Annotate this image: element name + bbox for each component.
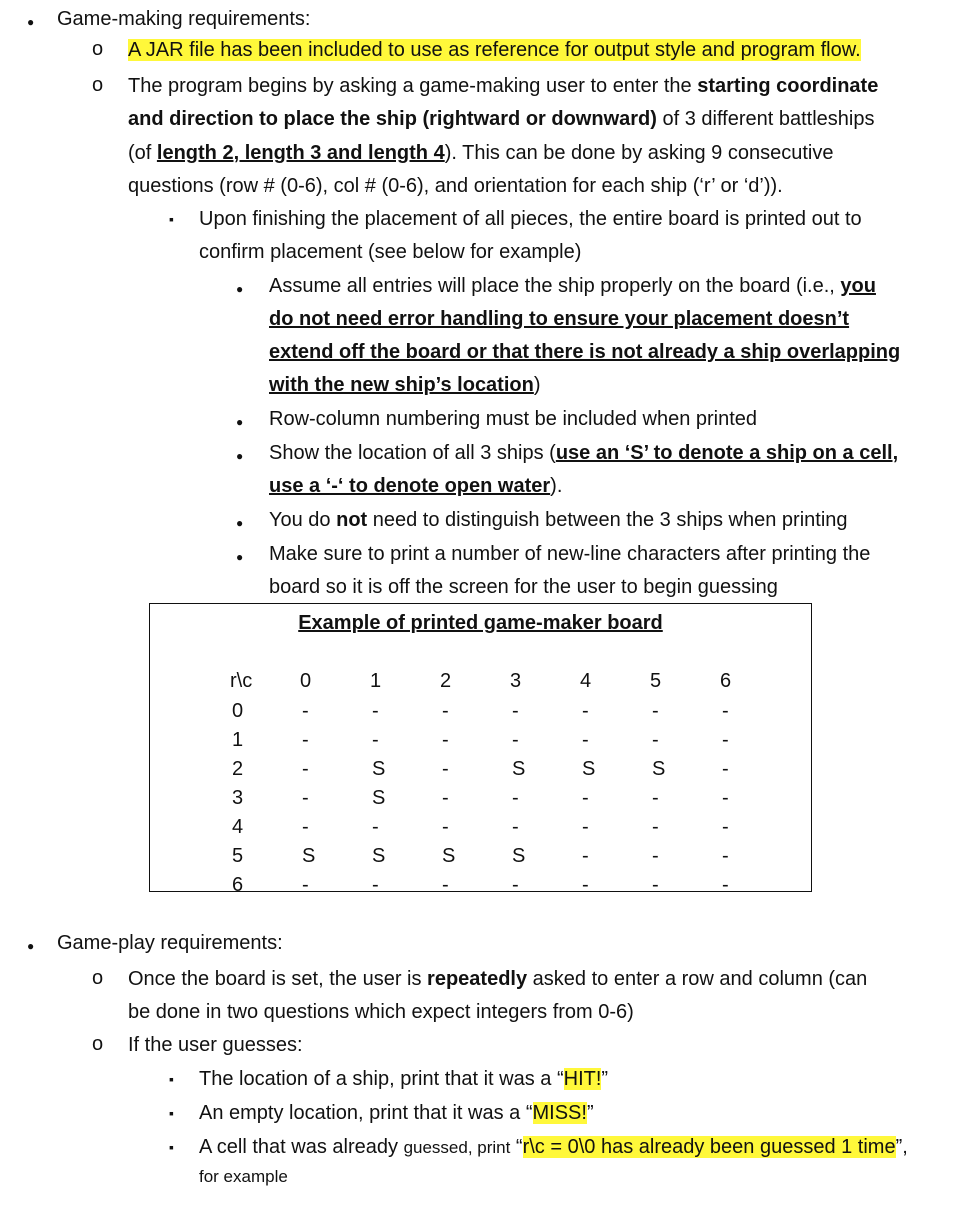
board-col-header: 3 <box>510 670 522 692</box>
bullet-circle: o <box>92 38 104 60</box>
board-cell: - <box>652 787 659 809</box>
bullet-disc: ● <box>236 282 244 296</box>
bullet-square: ▪ <box>169 211 174 227</box>
board-col-header: 0 <box>300 670 312 692</box>
assume-entries-line3: extend off the board or that there is not already a ship overlapping <box>269 341 901 363</box>
bullet-circle: o <box>92 1033 104 1055</box>
section-heading-game-play: Game-play requirements: <box>57 932 283 954</box>
board-cell: - <box>512 816 519 838</box>
miss-rule: An empty location, print that it was a “MISS!” <box>199 1102 594 1124</box>
board-cell: - <box>442 729 449 751</box>
newline-note-line1: Make sure to print a number of new-line characters after printing the <box>269 543 871 565</box>
board-cell: S <box>372 845 386 867</box>
board-cell: - <box>582 845 589 867</box>
board-cell: S <box>582 758 596 780</box>
board-col-header: 6 <box>720 670 732 692</box>
board-cell: S <box>512 758 526 780</box>
board-col-header: 5 <box>650 670 662 692</box>
placement-text-line1: The program begins by asking a game-making user to enter the starting coordinate <box>128 75 879 97</box>
jar-note: A JAR file has been included to use as reference for output style and program flow. <box>128 39 861 61</box>
board-cell: - <box>442 700 449 722</box>
board-cell: S <box>302 845 316 867</box>
repeat-ask-line2: be done in two questions which expect integers from 0-6) <box>128 1001 634 1023</box>
board-row-label: 5 <box>232 845 244 867</box>
board-col-header: 2 <box>440 670 452 692</box>
board-cell: - <box>652 729 659 751</box>
bullet-disc: ● <box>236 550 244 564</box>
assume-entries-line2: do not need error handling to ensure your placement doesn’t <box>269 308 850 330</box>
board-col-header: 4 <box>580 670 592 692</box>
board-cell: - <box>302 787 309 809</box>
board-corner-label: r\c <box>230 670 253 692</box>
board-cell: - <box>582 700 589 722</box>
bullet-square: ▪ <box>169 1139 174 1155</box>
board-cell: S <box>512 845 526 867</box>
board-cell: - <box>512 700 519 722</box>
bullet-square: ▪ <box>169 1071 174 1087</box>
board-cell: - <box>512 729 519 751</box>
example-board-box <box>149 603 812 896</box>
board-print-note-line2: confirm placement (see below for example) <box>199 241 582 263</box>
bullet-disc: ● <box>27 15 35 29</box>
if-user-guesses: If the user guesses: <box>128 1034 303 1056</box>
bullet-disc: ● <box>236 415 244 429</box>
board-cell: - <box>722 816 729 838</box>
board-row-label: 6 <box>232 874 244 896</box>
board-cell: - <box>442 787 449 809</box>
board-cell: - <box>302 874 309 896</box>
board-row-label: 0 <box>232 700 244 722</box>
board-cell: - <box>582 874 589 896</box>
board-cell: - <box>652 845 659 867</box>
board-row-label: 4 <box>232 816 244 838</box>
board-cell: - <box>722 845 729 867</box>
placement-text-line3: (of length 2, length 3 and length 4). This can be done by asking 9 consecutive <box>128 142 834 164</box>
board-cell: - <box>652 874 659 896</box>
bullet-disc: ● <box>27 939 35 953</box>
assume-entries-line4: with the new ship’s location) <box>269 374 541 396</box>
board-cell: - <box>652 700 659 722</box>
board-cell: - <box>372 729 379 751</box>
repeat-ask-line1: Once the board is set, the user is repeatedly asked to enter a row and column (can <box>128 968 868 990</box>
board-cell: - <box>652 816 659 838</box>
bullet-circle: o <box>92 74 104 96</box>
board-cell: S <box>652 758 666 780</box>
bullet-circle: o <box>92 967 104 989</box>
board-row-label: 2 <box>232 758 244 780</box>
board-cell: - <box>722 787 729 809</box>
hit-rule: The location of a ship, print that it was a “HIT!” <box>199 1068 609 1090</box>
board-cell: - <box>722 874 729 896</box>
board-cell: - <box>512 874 519 896</box>
row-col-numbering: Row-column numbering must be included when printed <box>269 408 758 430</box>
bullet-disc: ● <box>236 516 244 530</box>
board-print-note-line1: Upon finishing the placement of all pieces, the entire board is printed out to <box>199 208 862 230</box>
newline-note-line2: board so it is off the screen for the user to begin guessing <box>269 576 778 598</box>
placement-text-line4: questions (row # (0-6), col # (0-6), and orientation for each ship (‘r’ or ‘d’)). <box>128 175 783 197</box>
board-row-label: 3 <box>232 787 244 809</box>
already-guessed-example: for example <box>199 1167 288 1186</box>
board-row-label: 1 <box>232 729 244 751</box>
board-cell: - <box>442 874 449 896</box>
board-cell: - <box>582 816 589 838</box>
board-cell: - <box>372 816 379 838</box>
assume-entries-line1: Assume all entries will place the ship properly on the board (i.e., you <box>269 275 876 297</box>
board-cell: - <box>372 700 379 722</box>
board-cell: - <box>442 758 449 780</box>
board-cell: - <box>582 787 589 809</box>
board-cell: - <box>302 729 309 751</box>
board-cell: - <box>302 816 309 838</box>
show-ships-line2: use a ‘-‘ to denote open water). <box>269 475 563 497</box>
board-cell: - <box>722 729 729 751</box>
bullet-disc: ● <box>236 449 244 463</box>
board-cell: - <box>722 700 729 722</box>
board-cell: - <box>512 787 519 809</box>
board-cell: - <box>442 816 449 838</box>
placement-text-line2: and direction to place the ship (rightward or downward) of 3 different battleships <box>128 108 875 130</box>
board-cell: - <box>302 758 309 780</box>
board-cell: - <box>722 758 729 780</box>
show-ships-line1: Show the location of all 3 ships (use an ‘S’ to denote a ship on a cell, <box>269 442 899 464</box>
board-cell: - <box>302 700 309 722</box>
section-heading-game-making: Game-making requirements: <box>57 8 311 30</box>
board-col-header: 1 <box>370 670 382 692</box>
example-board-title: Example of printed game-maker board <box>298 612 663 634</box>
board-cell: - <box>582 729 589 751</box>
board-cell: S <box>442 845 456 867</box>
board-cell: - <box>372 874 379 896</box>
distinguish-ships: You do not need to distinguish between the 3 ships when printing <box>269 509 848 531</box>
board-cell: S <box>372 758 386 780</box>
bullet-square: ▪ <box>169 1105 174 1121</box>
already-guessed-rule: A cell that was already guessed, print “r\c = 0\0 has already been guessed 1 time”, <box>199 1136 908 1158</box>
board-cell: S <box>372 787 386 809</box>
